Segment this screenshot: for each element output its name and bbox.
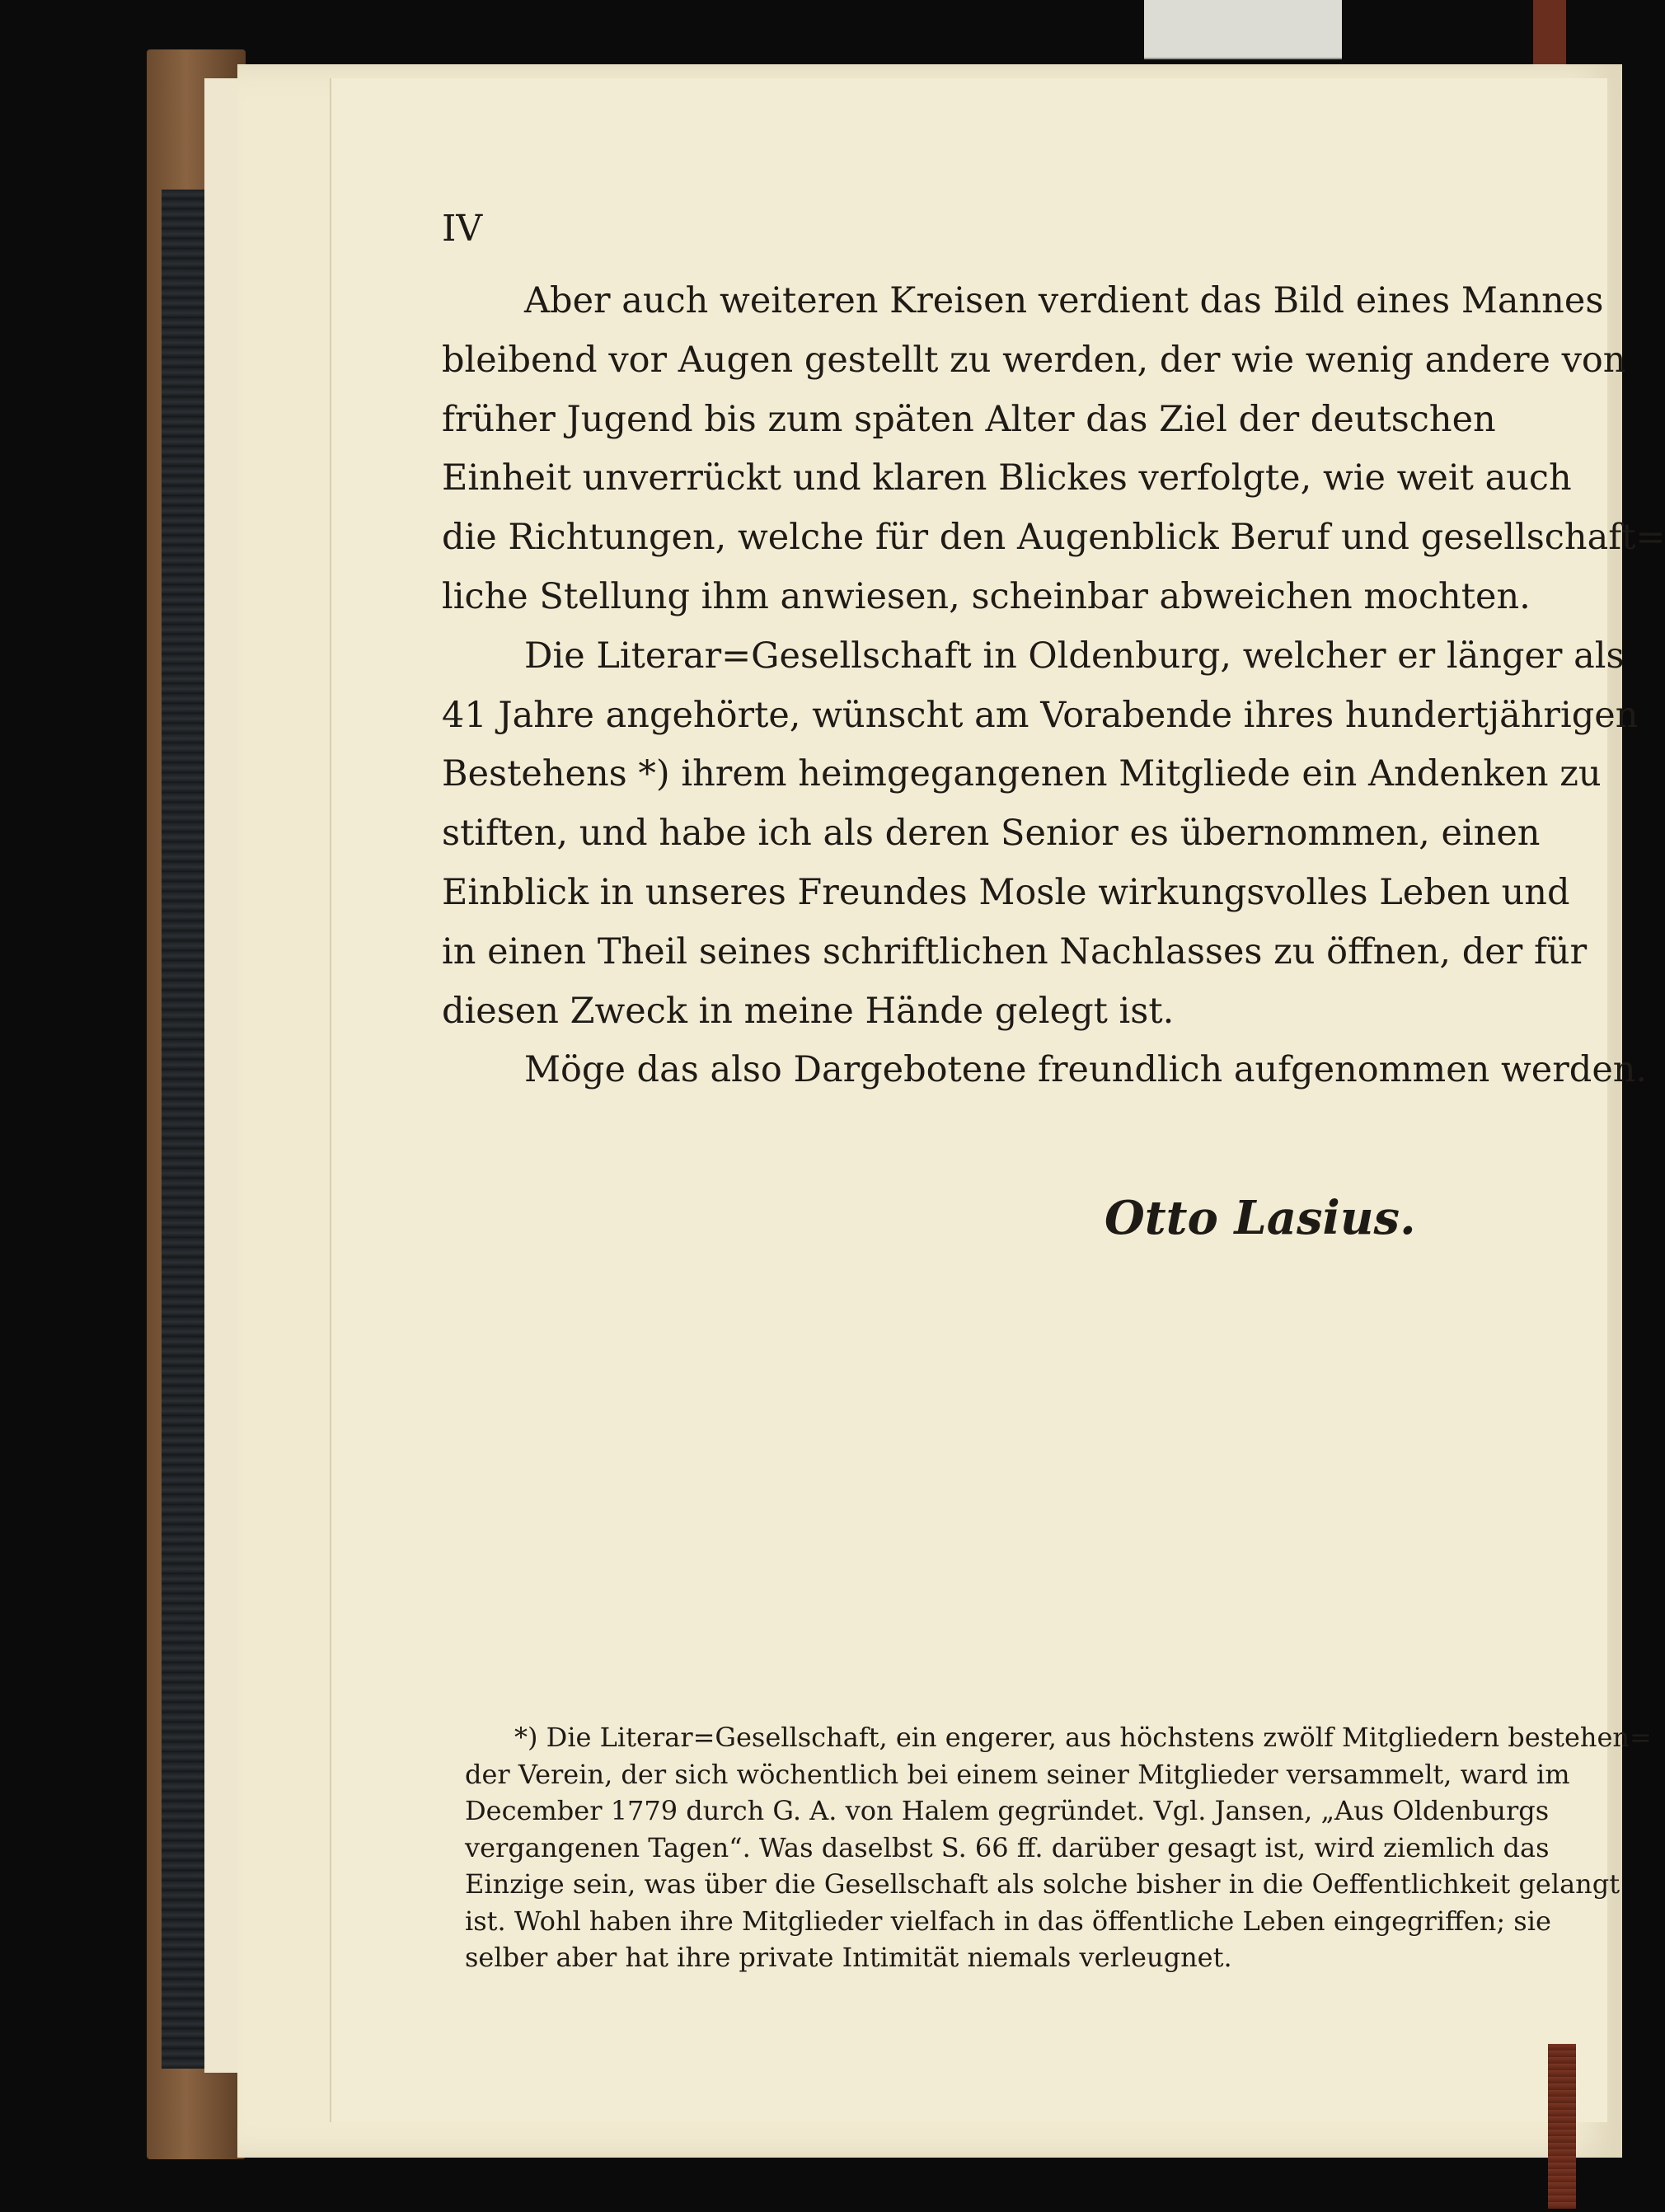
footnote-line: vergangenen Tagen“. Was daselbst S. 66 ff. darüber gesagt ist, wird ziemlich das [465,1831,1550,1863]
footnote-line: selber aber hat ihre private Intimität niemals verleugnet. [465,1942,1232,1973]
body-text [442,272,1665,1100]
body-line: diesen Zweck in meine Hände gelegt ist. [442,990,1175,1032]
footnote-line: *) Die Literar=Gesellschaft, ein engerer, aus höchstens zwölf Mitgliedern bestehen= [514,1722,1652,1753]
body-line: Aber auch weiteren Kreisen verdient das Bild eines Mannes [524,280,1604,321]
body-line: 41 Jahre angehörte, wünscht am Vorabende ihres hundertjährigen [442,694,1639,736]
body-line: Einheit unverrückt und klaren Blickes verfolgte, wie weit auch [442,457,1572,499]
body-line: in einen Theil seines schriftlichen Nachlasses zu öffnen, der für [442,930,1588,972]
body-line: stiften, und habe ich als deren Senior es übernommen, einen [442,813,1541,855]
signature: Otto Lasius. [1105,1191,1416,1245]
body-line: früher Jugend bis zum späten Alter das Ziel der deutschen [442,398,1496,440]
footnote-line: Einzige sein, was über die Gesellschaft als solche bisher in die Oeffentlichkeit gelangt [465,1868,1620,1900]
body-line: die Richtungen, welche für den Augenblick Beruf und gesellschaft= [442,517,1665,559]
page-number: IV [442,208,483,250]
body-line: liche Stellung ihm anwiesen, scheinbar abweichen mochten. [442,575,1531,617]
body-line: Bestehens *) ihrem heimgegangenen Mitgliede ein Andenken zu [442,753,1602,795]
body-line: Möge das also Dargebotene freundlich aufgenommen werden. [524,1049,1648,1091]
bookmark-ribbon-top [1533,0,1566,74]
bookmark-ribbon-bottom [1548,2044,1576,2209]
body-line: Die Literar=Gesellschaft in Oldenburg, welcher er länger als [524,635,1625,677]
paper-tab [1144,0,1342,59]
footnote [465,1719,1652,1976]
footnote-line: der Verein, der sich wöchentlich bei einem seiner Mitglieder versammelt, ward im [465,1758,1570,1790]
body-line: Einblick in unseres Freundes Mosle wirkungsvolles Leben und [442,871,1570,913]
footnote-line: ist. Wohl haben ihre Mitglieder vielfach in das öffentliche Leben eingegriffen; sie [465,1905,1551,1937]
footnote-line: December 1779 durch G. A. von Halem gegründet. Vgl. Jansen, „Aus Oldenburgs [465,1795,1550,1826]
body-line: bleibend vor Augen gestellt zu werden, der wie wenig andere von [442,339,1626,381]
